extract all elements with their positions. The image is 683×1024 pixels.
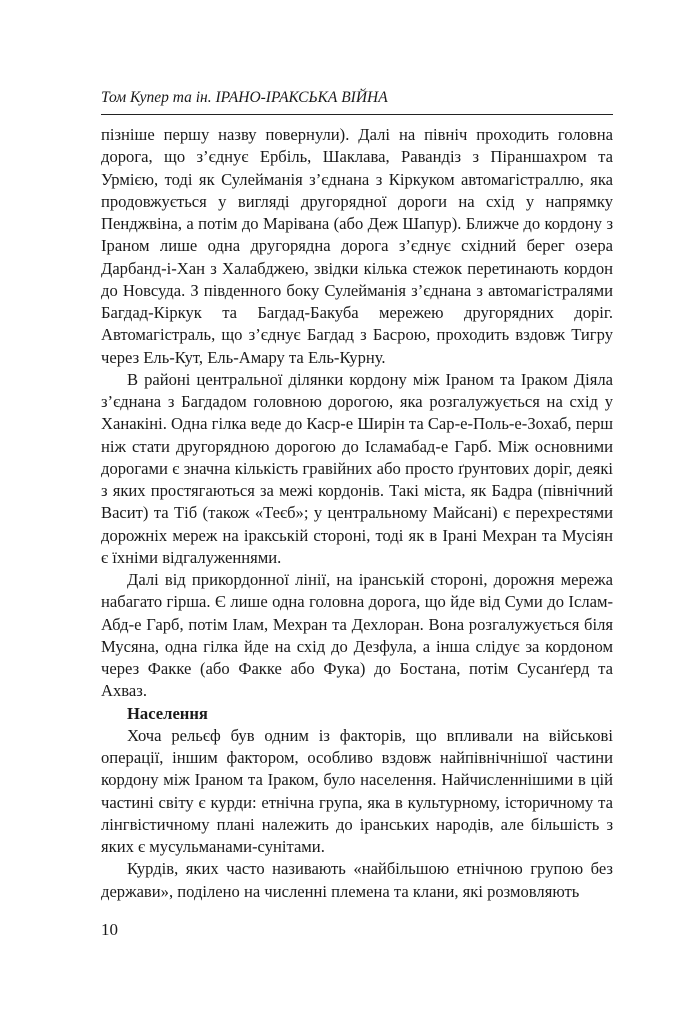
running-header <box>101 88 613 108</box>
paragraph: Далі від прикордонної лінії, на іранській стороні, дорожня мережа набагато гірша. Є лише одна головна дорога, що йде від Суми до Іслам-Абд-е Гарб, потім Ілам, Мехран та Дехлоран. Вона розгалужується біля Мусяна, одна гілка йде на схід до Дезфула, а інша слідує за кордоном через Факке (або Факке або Фука) до Бостана, потім Сусанґерд та Ахваз. <box>101 570 613 701</box>
paragraph: Курдів, яких часто називають «найбільшою етнічною групою без держави», поділено на численні племена та клани, які розмовляють <box>101 859 613 901</box>
body-text <box>101 124 613 903</box>
paragraph: В районі центральної ділянки кордону між Іраном та Іраком Діяла з’єднана з Багдадом головною дорогою, яка розгалужується на схід у Ханакіні. Одна гілка веде до Каср-е Ширін та Сар-е-Поль-е-Зохаб, перш ніж стати другорядною дорогою до Ісламабад-е Гарб. Між основними дорогами є значна кількість гравійних або просто ґрунтових доріг, деякі з яких простягаються за межі кордонів. Такі міста, як Бадра (північний Васит) та Тіб (також «Теєб»; у центральному Майсані) є перехрестями дорожніх мереж на іракській стороні, тоді як в Ірані Мехран та Мусіян є їхніми відгалуженнями. <box>101 369 614 567</box>
header-rule <box>101 114 613 115</box>
paragraph: Хоча рельєф був одним із факторів, що впливали на військові операції, іншим фактором, особливо вздовж найпівнічнішої частини кордону між Іраном та Іраком, було населення. Найчисленнішими в цій частині світу є курди: етнічна група, яка в культурному, історичному та лінгвістичному плані належить до іранських народів, але більшість з яких є мусульманами-сунітами. <box>101 725 613 856</box>
section-heading: Населення <box>127 703 208 723</box>
header-book-title: ІРАНО-ІРАКСЬКА ВІЙНА <box>215 89 388 106</box>
paragraph: пізніше першу назву повернули). Далі на північ проходить головна дорога, що з’єднує Ербіль, Шаклава, Равандіз з Піраншахром та Урмією, тоді як Сулейманія з’єднана з Кіркуком автомагістраллю, яка продовжується у вигляді другорядної дороги на схід у напрямку Пенджвіна, а потім до Марівана (або Деж Шапур). Ближче до кордону з Іраном лише одна другорядна дорога з’єднує східний берег озера Дарбанд-і-Хан з Халабджею, звідки кілька стежок перетинають кордон до Новсуда. З південного боку Сулейманія з’єднана з автомагістралями Багдад-Кіркук та Багдад-Бакуба мережею другорядних доріг. Автомагістраль, що з’єднує Багдад з Басрою, проходить вздовж Тигру через Ель-Кут, Ель-Амару та Ель-Курну. <box>101 125 613 367</box>
header-authors: Том Купер та ін. <box>101 89 212 106</box>
page-number: 10 <box>101 920 118 939</box>
